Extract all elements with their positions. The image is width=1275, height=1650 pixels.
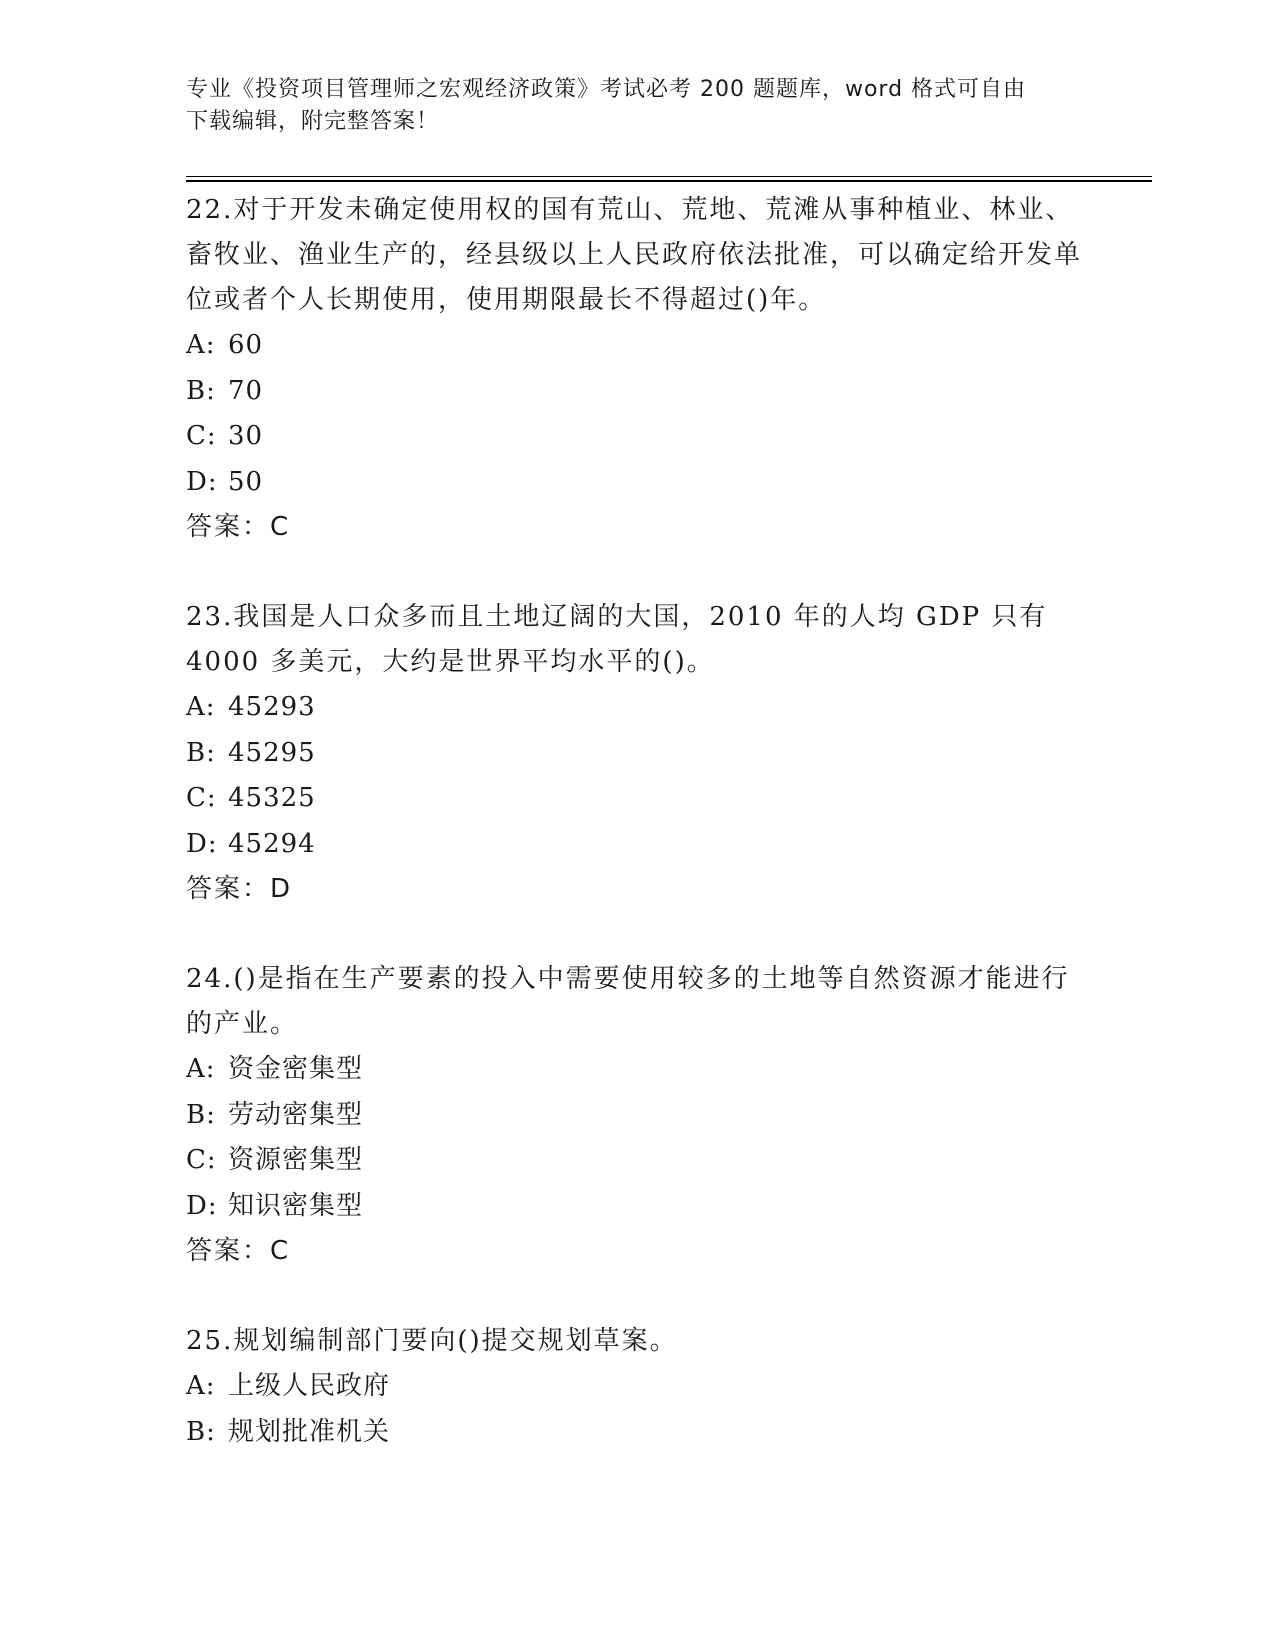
option-c	[186, 1138, 1086, 1184]
option-letter: A:	[186, 330, 216, 360]
answer-value: D	[270, 874, 291, 904]
answer-line	[186, 505, 1086, 550]
option-letter: A:	[186, 692, 216, 722]
option-letter: C:	[186, 783, 217, 813]
option-value: 45295	[228, 737, 316, 768]
option-b	[186, 1410, 1086, 1456]
question-list	[186, 188, 1086, 1500]
option-value: 45325	[228, 783, 316, 813]
question-23	[186, 595, 1086, 912]
option-c	[186, 776, 1086, 822]
option-d	[186, 1184, 1086, 1230]
header-divider-thick	[186, 180, 1152, 182]
answer-value: C	[270, 512, 289, 542]
option-value: 45294	[228, 828, 316, 859]
option-value: 资源密集型	[228, 1145, 364, 1175]
question-text: 22.对于开发未确定使用权的国有荒山、荒地、荒滩从事种植业、林业、畜牧业、渔业生产的，经县级以上人民政府依法批准，可以确定给开发单位或者个人长期使用，使用期限最长不得超过()年。	[186, 195, 1083, 315]
option-b	[186, 1093, 1086, 1139]
option-value: 50	[228, 466, 264, 497]
option-letter: D:	[186, 1190, 218, 1221]
option-value: 30	[228, 421, 264, 451]
option-a	[186, 1364, 1086, 1410]
question-25	[186, 1319, 1086, 1455]
question-text: 24.()是指在生产要素的投入中需要使用较多的土地等自然资源才能进行的产业。	[186, 964, 1070, 1039]
document-header	[186, 74, 1066, 138]
header-line-1: 专业《投资项目管理师之宏观经济政策》考试必考 200 题题库，word 格式可自由	[186, 77, 1027, 102]
option-letter: B:	[186, 737, 216, 768]
option-letter: B:	[186, 1099, 216, 1130]
option-value: 70	[228, 375, 264, 406]
option-b	[186, 731, 1086, 777]
answer-value: C	[270, 1236, 289, 1266]
option-d	[186, 460, 1086, 506]
option-letter: A:	[186, 1054, 216, 1084]
option-letter: B:	[186, 375, 216, 406]
question-24	[186, 957, 1086, 1274]
option-value: 45293	[228, 692, 316, 722]
option-letter: A:	[186, 1371, 216, 1401]
option-a	[186, 323, 1086, 369]
question-22	[186, 188, 1086, 550]
option-d	[186, 822, 1086, 868]
option-letter: D:	[186, 828, 218, 859]
answer-line	[186, 867, 1086, 912]
option-value: 知识密集型	[228, 1190, 364, 1221]
option-value: 规划批准机关	[228, 1416, 391, 1447]
option-value: 资金密集型	[228, 1054, 364, 1084]
option-letter: B:	[186, 1416, 216, 1447]
option-letter: D:	[186, 466, 218, 497]
answer-label: 答案：	[186, 874, 271, 904]
option-value: 上级人民政府	[228, 1371, 391, 1401]
option-value: 60	[228, 330, 264, 360]
answer-label: 答案：	[186, 512, 271, 542]
option-value: 劳动密集型	[228, 1099, 364, 1130]
option-letter: C:	[186, 421, 217, 451]
option-c	[186, 414, 1086, 460]
answer-label: 答案：	[186, 1236, 271, 1266]
header-line-2: 下载编辑，附完整答案！	[186, 109, 440, 134]
answer-line	[186, 1229, 1086, 1274]
option-a	[186, 1047, 1086, 1093]
question-text: 25.规划编制部门要向()提交规划草案。	[186, 1326, 678, 1356]
header-divider-thin	[186, 176, 1152, 177]
option-a	[186, 685, 1086, 731]
question-text: 23.我国是人口众多而且土地辽阔的大国，2010 年的人均 GDP 只有 4000 多美元，大约是世界平均水平的()。	[186, 602, 1048, 677]
option-letter: C:	[186, 1145, 217, 1175]
option-b	[186, 369, 1086, 415]
